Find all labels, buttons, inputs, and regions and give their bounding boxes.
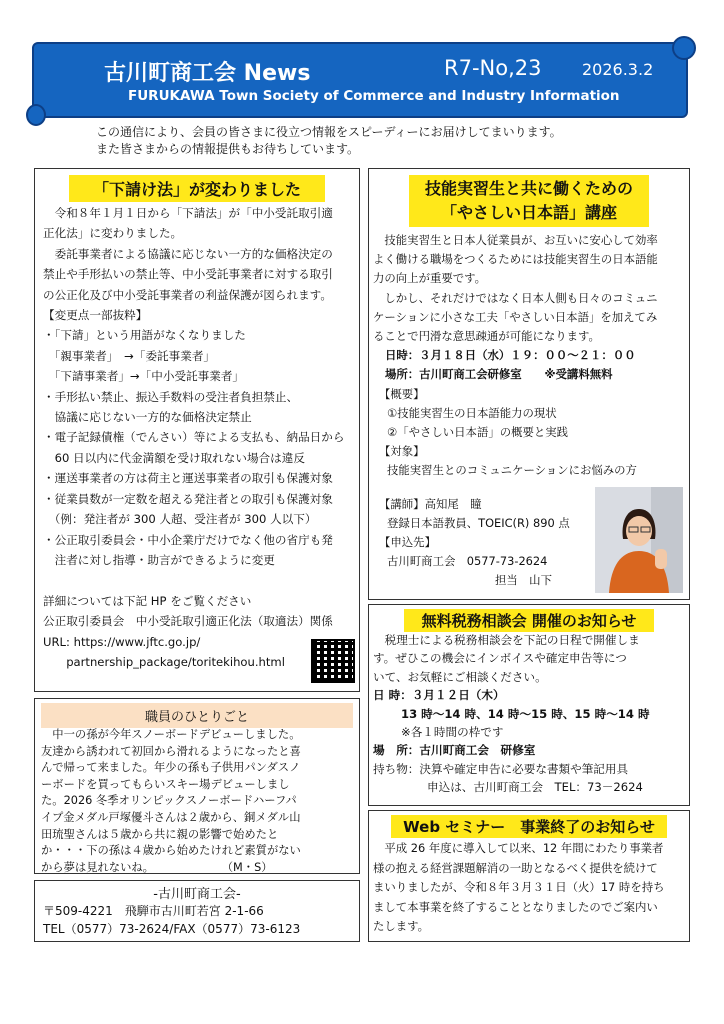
article-title: Web セミナー 事業終了のお知らせ — [391, 815, 667, 838]
trainee-article — [368, 168, 690, 600]
url-link[interactable]: partnership_package/toritekihou.html — [43, 655, 285, 670]
event-venue: 場 所：古川町商工会 研修室 — [373, 743, 536, 758]
tax-article — [368, 604, 690, 806]
article-body: 技能実習生と日本人従業員が、お互いに安心して効率 よく働ける職場をつくるためには技能実習生の日本語能 力の向上が重要です。 しかし、それだけではなく日本人側も日々のコミュニ ケーションに小さな工夫「やさしい日本語」を加えてみ ることで円滑な意思疎通が可能になります。 日時：３月１８日（水）１９：００～２１：００ 場所：古川町商工会研修室 ※受講料無料 【概要】 ①技能実習生の日本語能力の現状 ②「やさしい日本語」の概要と実践 【対象】 技能実習生とのコミュニケーションにお悩みの方 — [373, 233, 658, 478]
newsletter-subtitle: FURUKAWA Town Society of Commerce and Industry Information — [128, 88, 620, 104]
lecturer-photo — [595, 487, 683, 593]
newsletter-banner — [32, 42, 688, 118]
subcontract-article — [34, 168, 360, 692]
event-date: 日 時：３月１２日（木） — [373, 688, 505, 703]
article-title: 技能実習生と共に働くための 「やさしい日本語」講座 — [409, 175, 649, 227]
org-phone: TEL（0577）73-2624/FAX（0577）73-6123 — [43, 922, 301, 936]
web-seminar-article — [368, 810, 690, 942]
scroll-curl-icon — [26, 104, 46, 126]
staff-column-title: 職員のひとりごと — [41, 703, 353, 728]
detail-info: 詳細については下記 HP をご覧ください 公正取引委員会 中小受託取引適正化法（取適法）関係 URL: https://www.jftc.go.jp/ partnership_package/toritekihou.html — [43, 591, 333, 673]
event-times: 13 時～14 時、14 時～15 時、15 時～14 時 — [401, 706, 650, 721]
org-address: 〒509-4221 飛騨市古川町若宮 2-1-66 — [43, 904, 264, 918]
event-datetime: 日時：３月１８日（水）１９：００～２１：００ — [385, 348, 636, 363]
issue-date: 2026.3.2 — [582, 60, 654, 79]
org-name: -古川町商工会- — [153, 887, 241, 902]
lecturer-info: 【講師】高知尾 瞳 登録日本語教員、TOEIC(R) 890 点 【申込先】 古川町商工会 0577-73-2624 担当 山下 — [379, 497, 570, 587]
url-link[interactable]: URL: https://www.jftc.go.jp/ — [43, 634, 201, 649]
contact-box — [34, 880, 360, 942]
article-body: 税理士による税務相談会を下記の日程で開催しま す。ぜひこの機会にインボイスや確定申告等につ いて、お気軽にご相談ください。 日 時：３月１２日（木） 13 時～14 時、14 時～15 時、15 時～14 時 ※各１時間の枠です 場 所：古川町商工会 研修室 持ち物：決算や確定申告に必要な書類や筆記用具 申込は、古川町商工会 TEL：73－2624 — [373, 633, 650, 795]
scroll-curl-icon — [672, 36, 696, 60]
issue-number: R7-No,23 — [444, 56, 542, 80]
article-body: 令和８年１月１日から「下請法」が「中小受託取引適 正化法」に変わりました。 委託事業者による協議に応じない一方的な価格決定の 禁止や手形払いの禁止等、中小受託事業者に対する取引 の公正化及び中小受託事業者の利益保護が図られます。 【変更点一部抜粋】 ・「下請」という用語がなくなりました 「親事業者」 →「委託事業者」 「下請事業者」→「中小受託事業者」 ・手形払い禁止、振込手数料の受注者負担禁止、 協議に応じない一方的な価格決定禁止 ・電子記録債権（でんさい）等による支払も、納品日から 60 日以内に代金満額を受け取れない場合は違反 ・運送事業者の方は荷主と運送事業者の取引も保護対象 ・従業員数が一定数を超える発注者との取引も保護対象 （例：発注者が 300 人超、受注者が 300 人以下） ・公正取引委員会・中小企業庁だけでなく他の省庁も発 注者に対し指導・助言ができるように変更 — [43, 206, 345, 567]
staff-column — [34, 698, 360, 874]
article-title: 「下請け法」が変わりました — [69, 175, 325, 202]
article-body: 平成 26 年度に導入して以来、12 年間にわたり事業者 様の抱える経営課題解消の一助となるべく提供を続けて まいりましたが、令和８年３月３１日（火）17 時を持ち まして本事業を終了することとなりましたのでご案内い たします。 — [373, 841, 665, 934]
newsletter-title: 古川町商工会 News — [104, 61, 311, 86]
qr-code-icon[interactable] — [311, 639, 355, 683]
staff-column-body: 中一の孫が今年スノーボードデビューしました。 友達から誘われて初回から滑れるようになったと喜 んで帰って来ました。年少の孫も子供用パンダスノ ーボードを買ってもらいスキー場デビューしまし た。2026 冬季オリンピックスノーボードハーフパ イプ金メダル戸塚優斗さんは２歳から、銅メダル山 田琉聖さんは５歳から共に親の影響で始めたと か・・・下の孫は４歳から始めたけれど素質がない から夢は見れないね。 （M・S） — [41, 728, 301, 874]
article-title: 無料税務相談会 開催のお知らせ — [404, 609, 655, 632]
intro-text: この通信により、会員の皆さまに役立つ情報をスピーディーにお届けしてまいります。 また皆さまからの情報提供もお待ちしています。 — [96, 125, 562, 156]
event-venue: 場所：古川町商工会研修室 ※受講料無料 — [385, 367, 613, 382]
